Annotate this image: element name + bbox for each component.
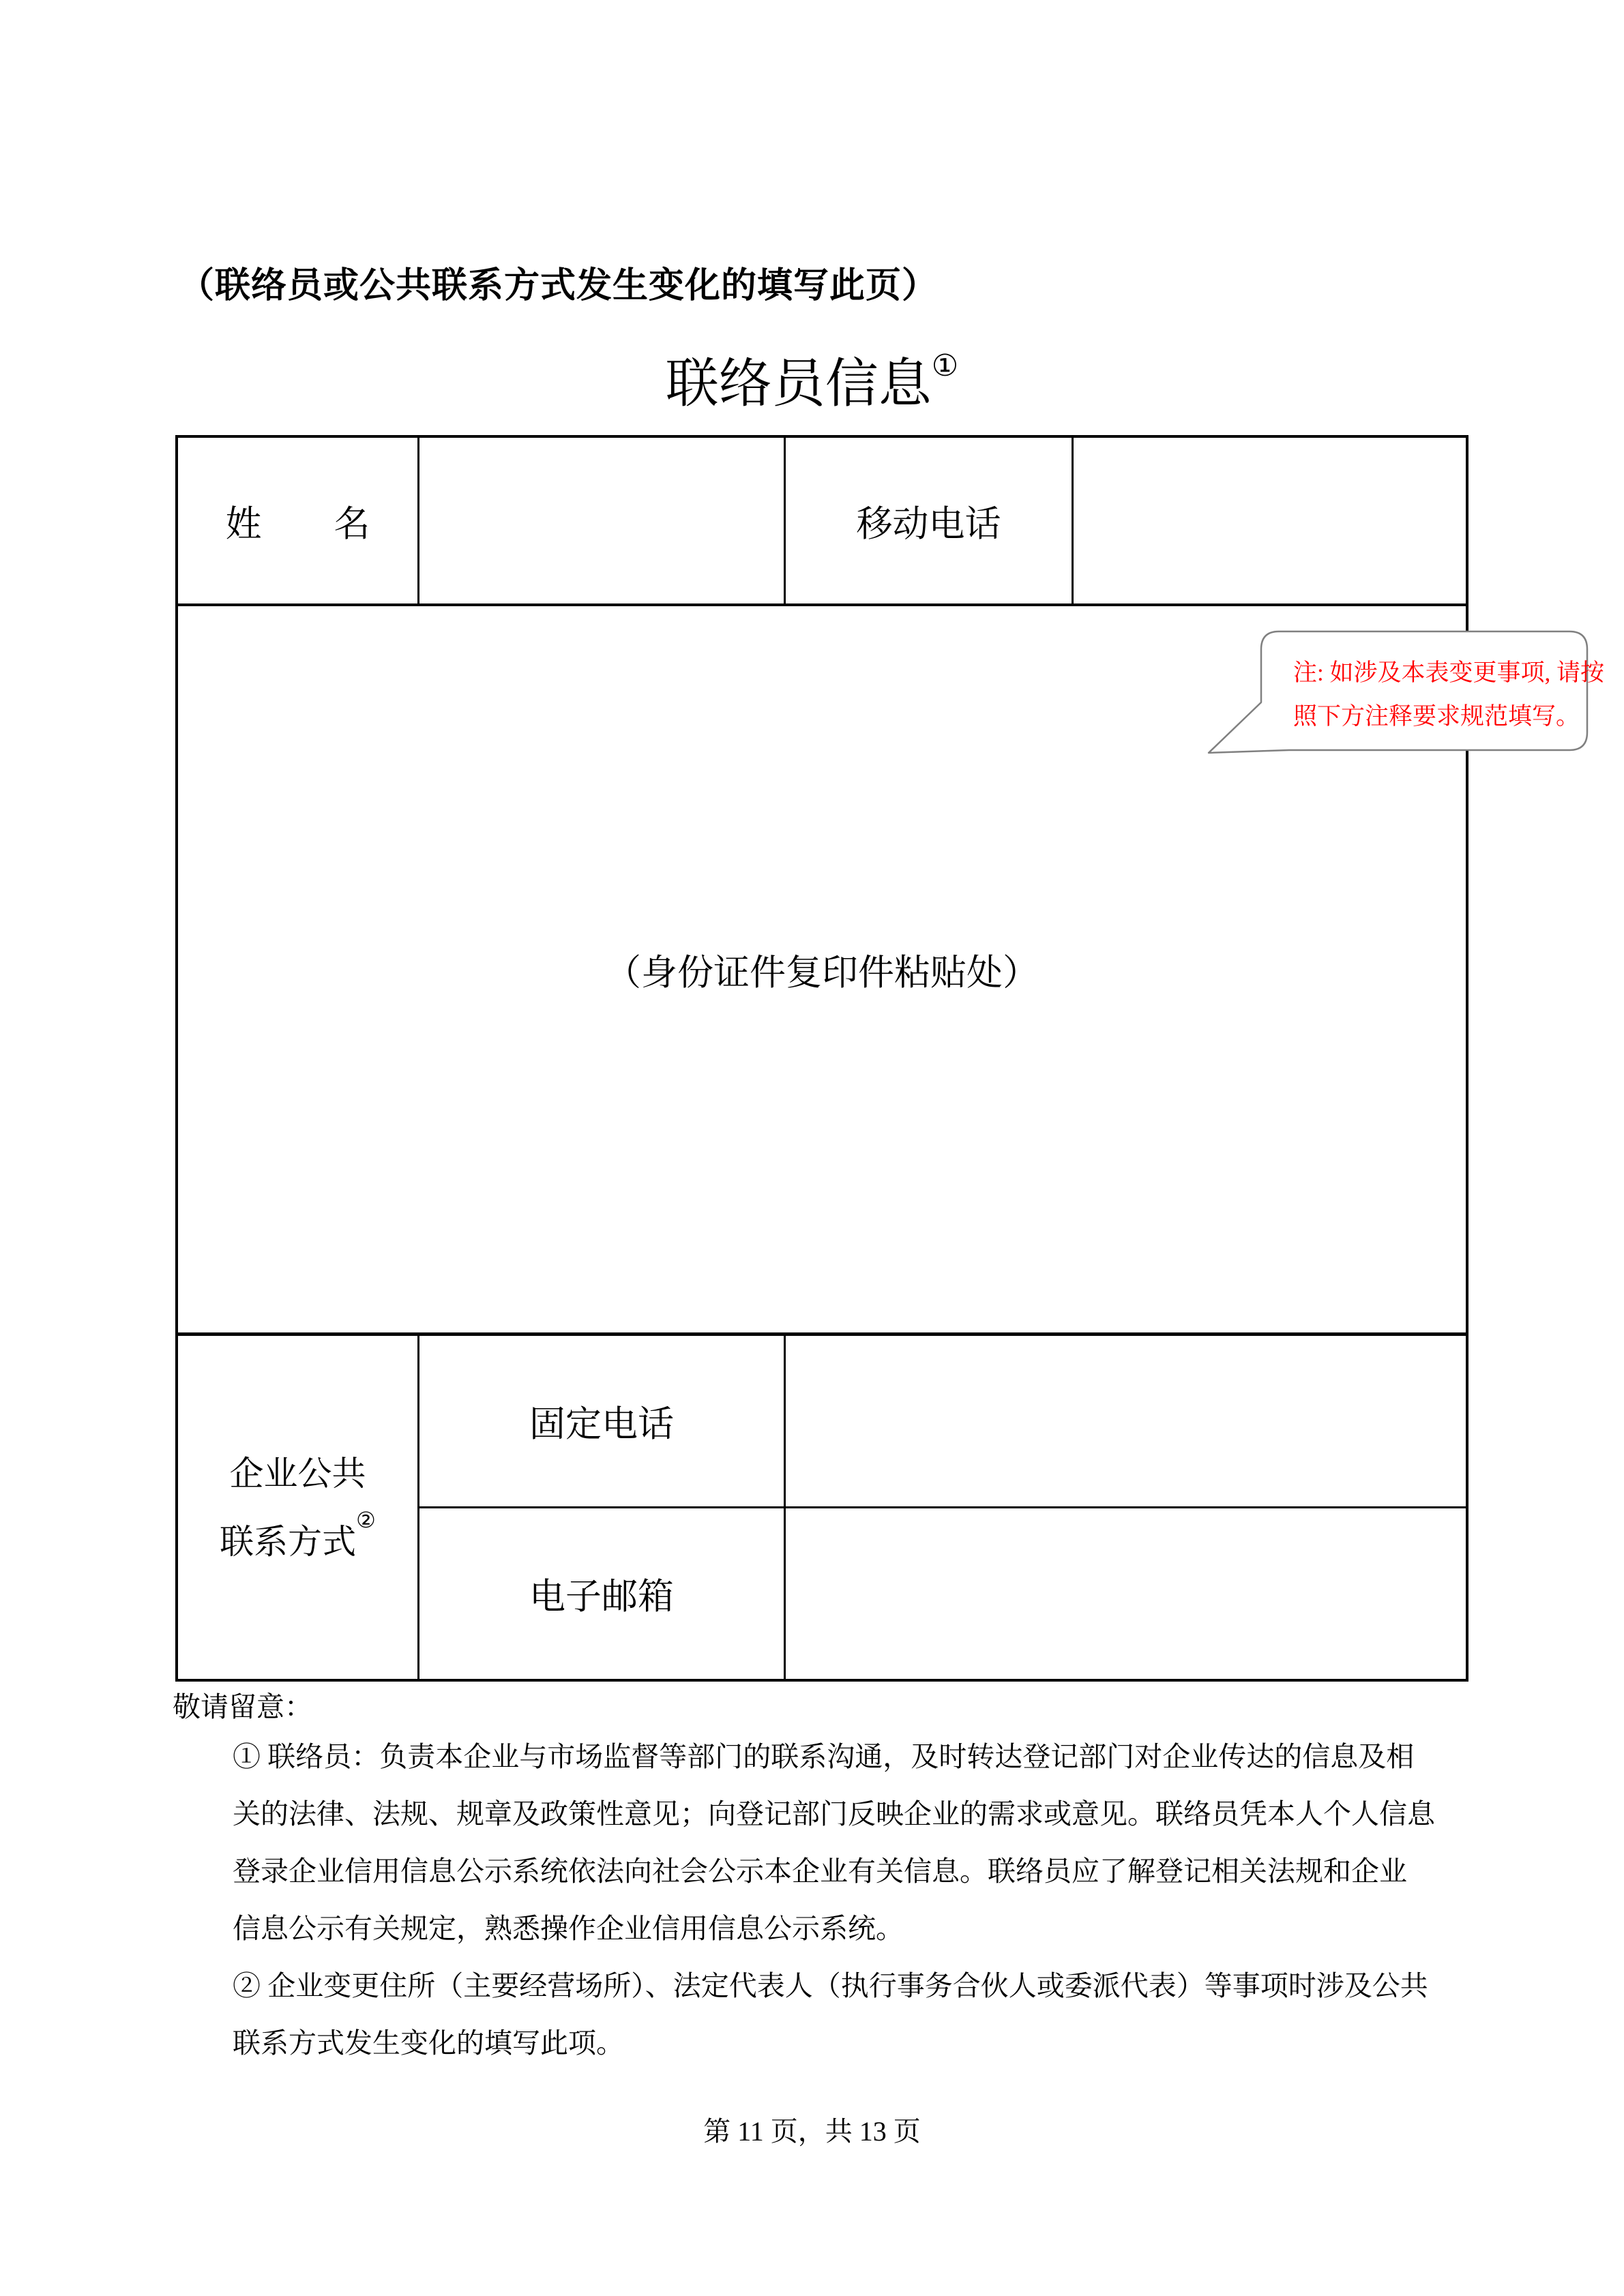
page-title [0, 341, 1624, 417]
callout-note-line1: 注: 如涉及本表变更事项, 请按 [1293, 659, 1604, 686]
name-input-cell[interactable] [419, 438, 784, 603]
note-line: 信息公示有关规定，熟悉操作企业信用信息公示系统。 [233, 1913, 904, 1944]
page-title-text: 联络员信息 [665, 354, 932, 413]
note-line: ① 联络员：负责本企业与市场监督等部门的联系沟通，及时转达登记部门对企业传达的信息及相 [233, 1741, 1415, 1772]
note-line: 联系方式发生变化的填写此项。 [233, 2027, 624, 2059]
page-note-heading: （联络员或公共联系方式发生变化的填写此页） [179, 267, 939, 305]
name-label-cell: 姓 名 [225, 504, 370, 544]
page-number: 第 11 页，共 13 页 [703, 2116, 921, 2147]
note-line: 关的法律、法规、规章及政策性意见；向登记部门反映企业的需求或意见。联络员凭本人个人信息 [233, 1798, 1435, 1830]
company-contact-footnote-mark: ② [356, 1507, 376, 1532]
email-input-cell[interactable] [786, 1508, 1466, 1679]
mobile-input-cell[interactable] [1074, 438, 1466, 603]
note-line: 登录企业信用信息公示系统依法向社会公示本企业有关信息。联络员应了解登记相关法规和企业 [233, 1855, 1407, 1887]
fixed-phone-input-cell[interactable] [786, 1336, 1466, 1506]
mobile-label-cell: 移动电话 [856, 504, 1001, 544]
company-contact-label-line2: 联系方式② [220, 1507, 376, 1561]
notes-heading: 敬请留意： [173, 1691, 312, 1723]
company-contact-label-line1: 企业公共 [229, 1454, 366, 1493]
page-title-footnote-mark: ① [931, 349, 959, 383]
email-label-cell: 电子邮箱 [529, 1577, 674, 1617]
notes-body [233, 1728, 1435, 2072]
callout-note-line2: 照下方注释要求规范填写。 [1293, 703, 1580, 730]
fixed-phone-label-cell: 固定电话 [529, 1405, 674, 1444]
company-contact-label-cell [178, 1336, 417, 1679]
note-line: ② 企业变更住所（主要经营场所）、法定代表人（执行事务合伙人或委派代表）等事项时涉及公共 [233, 1970, 1428, 2001]
callout-note [1293, 651, 1604, 739]
id-copy-paste-area[interactable]: （身份证件复印件粘贴处） [605, 953, 1039, 993]
